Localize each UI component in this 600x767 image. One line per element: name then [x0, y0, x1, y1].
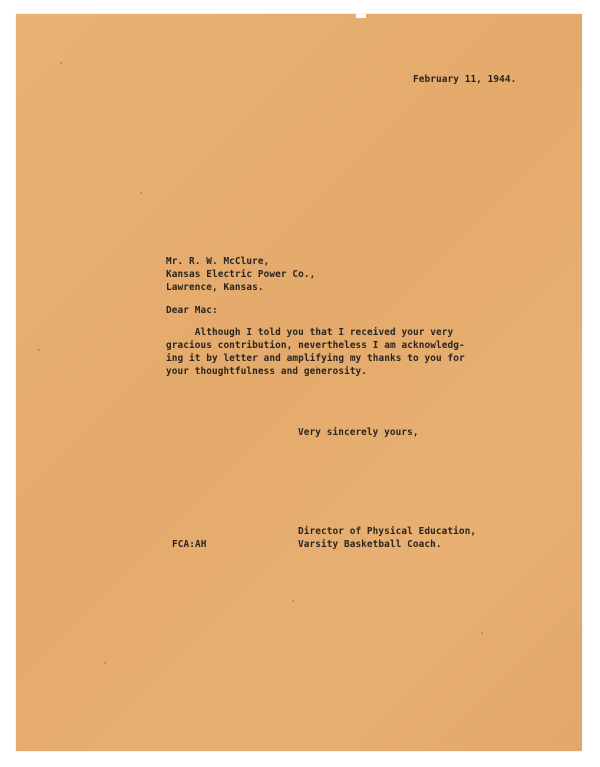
letter-page	[16, 14, 582, 751]
signature-title-line: Director of Physical Education,	[298, 526, 477, 537]
signature-title-line: Varsity Basketball Coach.	[298, 539, 442, 550]
paper-speck	[60, 62, 62, 64]
paper-speck	[38, 349, 40, 351]
paper-speck	[140, 192, 142, 194]
body-line: your thoughtfulness and generosity.	[166, 366, 368, 377]
paper-speck	[292, 600, 294, 602]
recipient-line: Mr. R. W. McClure,	[166, 256, 270, 267]
salutation: Dear Mac:	[166, 305, 218, 316]
letter-date: February 11, 1944.	[413, 74, 517, 85]
closing: Very sincerely yours,	[298, 427, 419, 438]
typist-initials: FCA:AH	[172, 539, 207, 550]
body-line: gracious contribution, nevertheless I am acknowledg-	[166, 340, 465, 351]
paper-speck	[104, 662, 106, 664]
recipient-line: Lawrence, Kansas.	[166, 282, 264, 293]
page-notch	[356, 14, 366, 18]
recipient-line: Kansas Electric Power Co.,	[166, 269, 316, 280]
body-line: ing it by letter and amplifying my thanks to you for	[166, 353, 465, 364]
paper-speck	[481, 632, 483, 634]
body-line: Although I told you that I received your very	[166, 327, 454, 338]
